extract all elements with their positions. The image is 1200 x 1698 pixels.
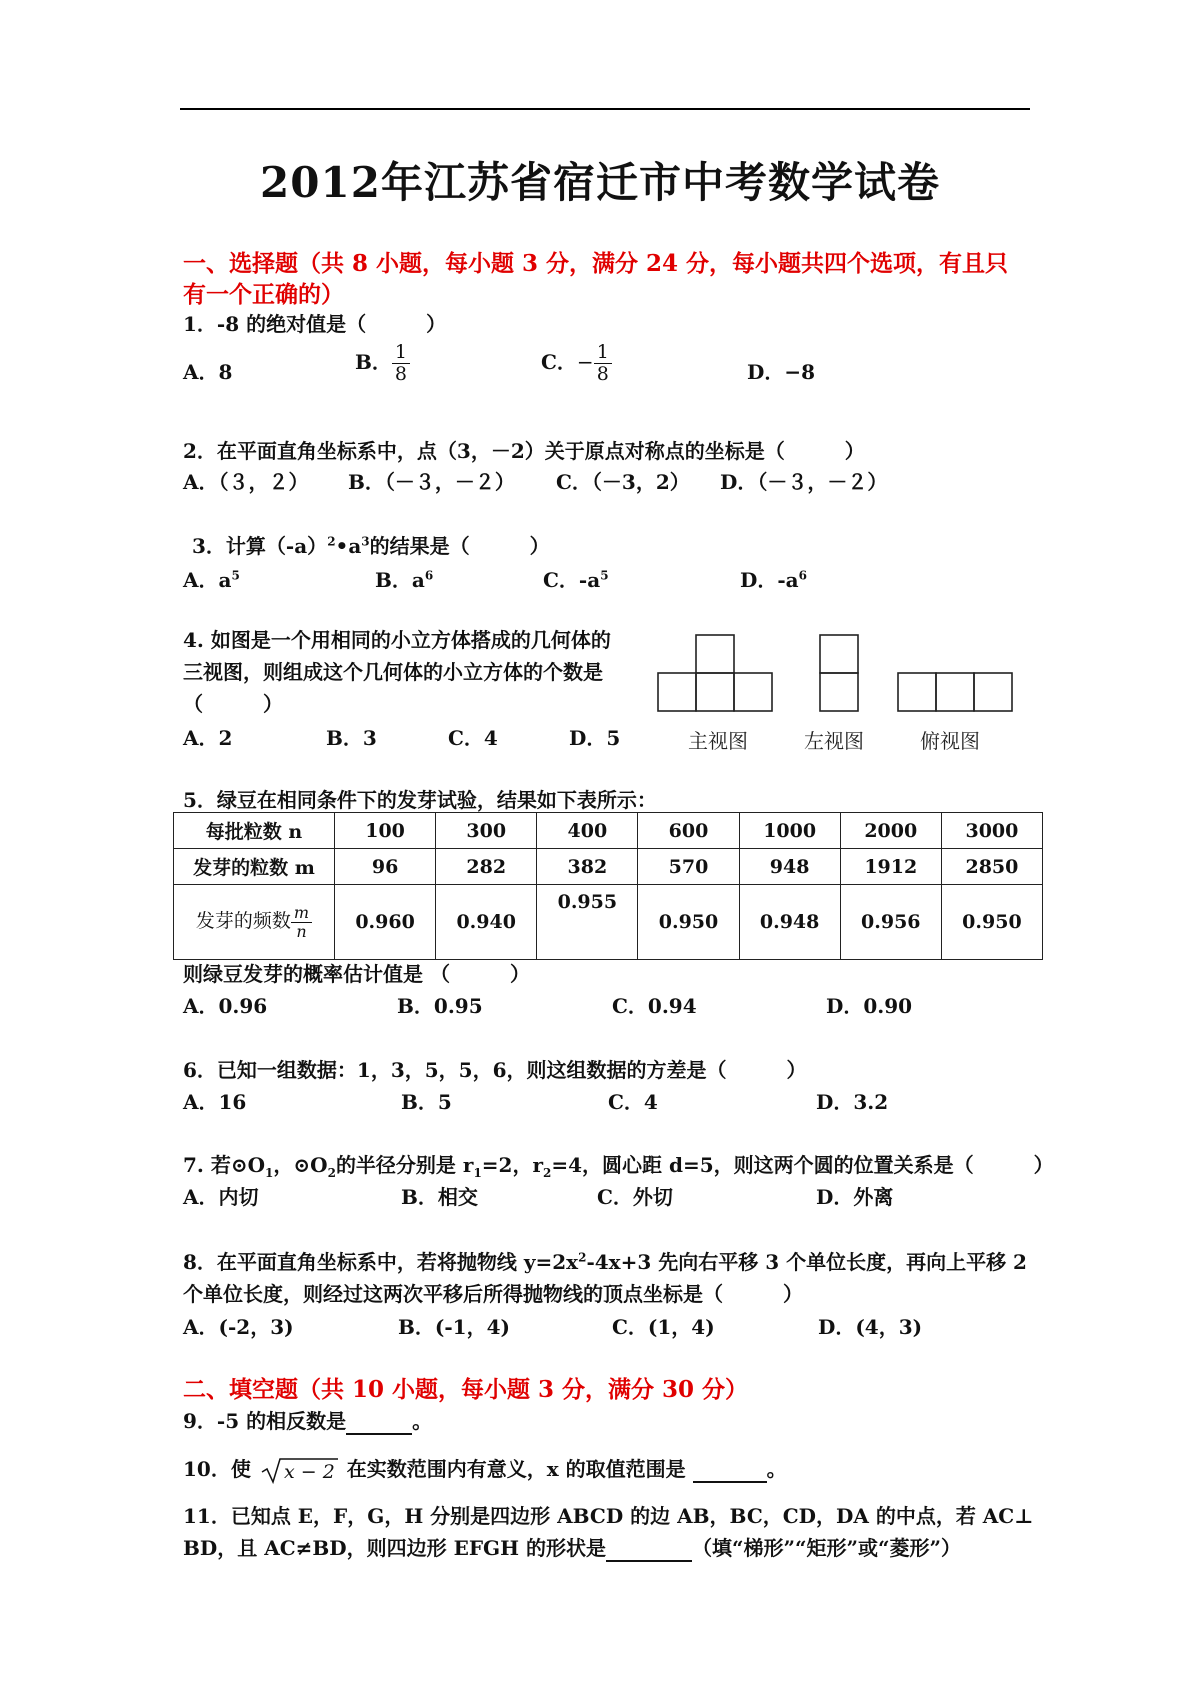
table-cell: 282 [436,849,537,885]
table-header-batch-size: 每批粒数 n [174,813,335,849]
table-cell: 0.948 [739,885,840,960]
q8-option-b: B．(-1，4) [398,1315,510,1339]
q8-exponent: 2 [578,1250,587,1265]
q10-radicand: x − 2 [283,1460,335,1483]
q1-stem: 1．-8 的绝对值是（ ） [183,312,447,336]
q1-c-denominator: 8 [596,362,609,385]
q8-stem-part: -4x+3 先向右平移 3 个单位长度，再向上平移 2 [586,1250,1027,1274]
left-view-bottom-cube [820,673,858,711]
q7-subscript: 1 [473,1166,482,1180]
frequency-numerator: m [291,904,312,923]
table-header-germinated: 发芽的粒数 m [174,849,335,885]
q9-answer-blank [346,1409,412,1435]
q6-option-b: B．5 [401,1090,452,1114]
q10-text-end: 。 [766,1457,787,1481]
table-cell: 0.960 [335,885,436,960]
q10-answer-blank [693,1457,767,1483]
q1-option-c-label: C． [541,349,577,374]
q8-option-a: A．(-2，3) [183,1315,294,1339]
q5-after-table: 则绿豆发芽的概率估计值是 （ ） [183,962,530,986]
q2-stem: 2．在平面直角坐标系中，点（3，－2）关于原点对称点的坐标是（ ） [183,439,865,463]
q1-b-denominator: 8 [394,362,407,385]
q4-option-b: B．3 [326,726,377,750]
table-cell: 1000 [739,813,840,849]
q3-option-c [543,564,609,593]
q3-option-b-exp: 6 [424,568,434,583]
top-rule [180,108,1030,110]
q1-c-numerator: 1 [594,342,612,364]
q7-stem-part: ，⊙O [273,1153,328,1177]
table-cell: 400 [537,813,638,849]
table-row-germinated [174,849,1043,885]
q11-text-end: （填“梯形”“矩形”或“菱形”） [692,1536,962,1560]
table-cell: 0.950 [638,885,739,960]
frequency-header-text: 发芽的频数 [195,910,291,932]
q4-stem-line1: 4. 如图是一个用相同的小立方体搭成的几何体的 [183,628,611,652]
section1-heading-line2: 有一个正确的） [183,281,344,308]
q7-subscript: 2 [543,1166,552,1180]
q7-stem-part: 的半径分别是 r [335,1153,474,1177]
table-cell: 382 [537,849,638,885]
q1-option-d: D．−8 [747,360,816,384]
germination-table [173,812,1043,960]
q4-stem-line2: 三视图，则组成这个几何体的小立方体的个数是 [183,660,603,684]
q9-text: 9．-5 的相反数是 [183,1409,347,1433]
front-view-label: 主视图 [688,729,748,753]
q6-option-d: D．3.2 [816,1090,889,1114]
q7-stem-part: 7. 若⊙O [183,1153,266,1177]
q1-b-numerator: 1 [392,342,410,364]
front-view-top-cube [696,635,734,673]
q3-stem-mid: •a [335,534,362,558]
q3-option-c-exp: 5 [600,568,609,583]
q4-option-d: D．5 [569,726,621,750]
q8-stem-part: 8．在平面直角坐标系中，若将抛物线 y=2x [183,1250,579,1274]
q7-option-a: A．内切 [183,1185,259,1209]
q6-option-a: A．16 [183,1090,247,1114]
q9-text-end: 。 [412,1409,433,1433]
q7-option-d: D．外离 [816,1185,894,1209]
q1-option-c [541,342,612,385]
q8-stem-line2: 个单位长度，则经过这两次平移后所得抛物线的顶点坐标是（ ） [183,1282,803,1306]
q3-stem-pre: 3．计算（-a） [192,534,328,558]
q7-subscript: 2 [327,1166,336,1180]
q7-stem [183,1149,1054,1180]
table-cell: 0.956 [840,885,941,960]
q9 [183,1405,432,1435]
q6-stem: 6．已知一组数据：1，3，5，5，6，则这组数据的方差是（ ） [183,1058,807,1082]
top-view-cube-right [974,673,1012,711]
table-header-frequency [174,885,335,960]
frequency-fraction [291,904,312,940]
table-row-frequency [174,885,1043,960]
q3-option-a [183,564,240,593]
q8-stem-line1 [183,1246,1027,1275]
table-cell: 1912 [840,849,941,885]
q6-option-c: C．4 [608,1090,658,1114]
q10-text: 10．使 [183,1457,251,1481]
q2-option-b: B．（－３，－２） [348,470,515,494]
table-cell: 0.940 [436,885,537,960]
table-row-batch-size [174,813,1043,849]
q11-line1: 11．已知点 E，F，G，H 分别是四边形 ABCD 的边 AB，BC，CD，DA 的中点，若 AC⊥ [183,1504,1034,1528]
q3-option-a-exp: 5 [231,568,240,583]
q3-exp2: 3 [361,534,370,549]
q4-option-c: C．4 [448,726,498,750]
q10-radical-sign [258,1456,340,1486]
q7-stem-part: =4，圆心距 d=5，则这两个圆的位置关系是（ ） [551,1153,1054,1177]
q3-option-b-text: B．a [375,568,425,592]
q3-option-d-exp: 6 [798,568,807,583]
q5-stem: 5．绿豆在相同条件下的发芽试验，结果如下表所示： [183,788,657,812]
q4-option-a: A．2 [183,726,233,750]
front-view-cube-left [658,673,696,711]
table-cell: 600 [638,813,739,849]
q4-stem-line3: （ ） [183,692,283,716]
q3-option-b [375,564,433,593]
q3-option-a-text: A．a [183,568,232,592]
q7-option-c: C．外切 [597,1185,673,1209]
q10 [183,1453,787,1486]
q5-option-a: A．0.96 [183,994,268,1018]
table-cell: 2000 [840,813,941,849]
q5-option-b: B．0.95 [397,994,483,1018]
front-view-cube-middle [696,673,734,711]
q3-stem [192,530,550,559]
q5-option-c: C．0.94 [612,994,697,1018]
q1-option-b-label: B． [355,349,392,374]
q10-text-mid: 在实数范围内有意义，x 的取值范围是 [346,1457,686,1481]
q11-line2 [183,1532,961,1562]
q1-option-c-fraction [594,342,612,385]
table-cell: 0.955 [537,885,638,960]
q8-option-c: C．(1，4) [612,1315,715,1339]
table-cell: 948 [739,849,840,885]
q3-option-d-text: D．-a [740,568,799,592]
left-view-label: 左视图 [804,729,864,753]
q5-option-d: D．0.90 [826,994,913,1018]
q3-option-d [740,564,807,593]
q2-option-d: D．（－３，－２） [720,470,888,494]
q11-text: BD，且 AC≠BD，则四边形 EFGH 的形状是 [183,1536,606,1560]
q3-stem-post: 的结果是（ ） [369,534,550,558]
q3-option-c-text: C．-a [543,568,601,592]
table-cell: 570 [638,849,739,885]
table-cell: 2850 [941,849,1042,885]
q11-answer-blank [606,1536,692,1562]
q1-option-a: A．8 [183,360,233,384]
q2-option-c: C．（－3，2） [556,470,690,494]
top-view-label: 俯视图 [920,729,980,753]
page-title: 2012年江苏省宿迁市中考数学试卷 [260,158,940,207]
table-cell: 300 [436,813,537,849]
q1-option-b-fraction [392,342,410,385]
frequency-denominator: n [296,921,307,941]
q3-exp1: 2 [327,534,336,549]
section1-heading-line1: 一、选择题（共 8 小题，每小题 3 分，满分 24 分，每小题共四个选项，有且只 [183,250,1009,277]
q7-option-b: B．相交 [401,1185,478,1209]
q2-option-a: A．（３，２） [183,470,309,494]
table-cell: 3000 [941,813,1042,849]
q7-stem-part: =2，r [481,1153,544,1177]
front-view-cube-right [734,673,772,711]
q7-subscript: 1 [265,1166,274,1180]
top-view-cube-middle [936,673,974,711]
table-cell: 100 [335,813,436,849]
table-cell: 0.950 [941,885,1042,960]
q8-option-d: D．(4，3) [818,1315,923,1339]
q1-c-sign: − [576,349,594,374]
q1-option-b [355,342,410,385]
left-view-top-cube [820,635,858,673]
section2-heading: 二、填空题（共 10 小题，每小题 3 分，满分 30 分） [183,1376,749,1403]
top-view-cube-left [898,673,936,711]
table-cell: 96 [335,849,436,885]
three-views-figure [650,630,1040,760]
